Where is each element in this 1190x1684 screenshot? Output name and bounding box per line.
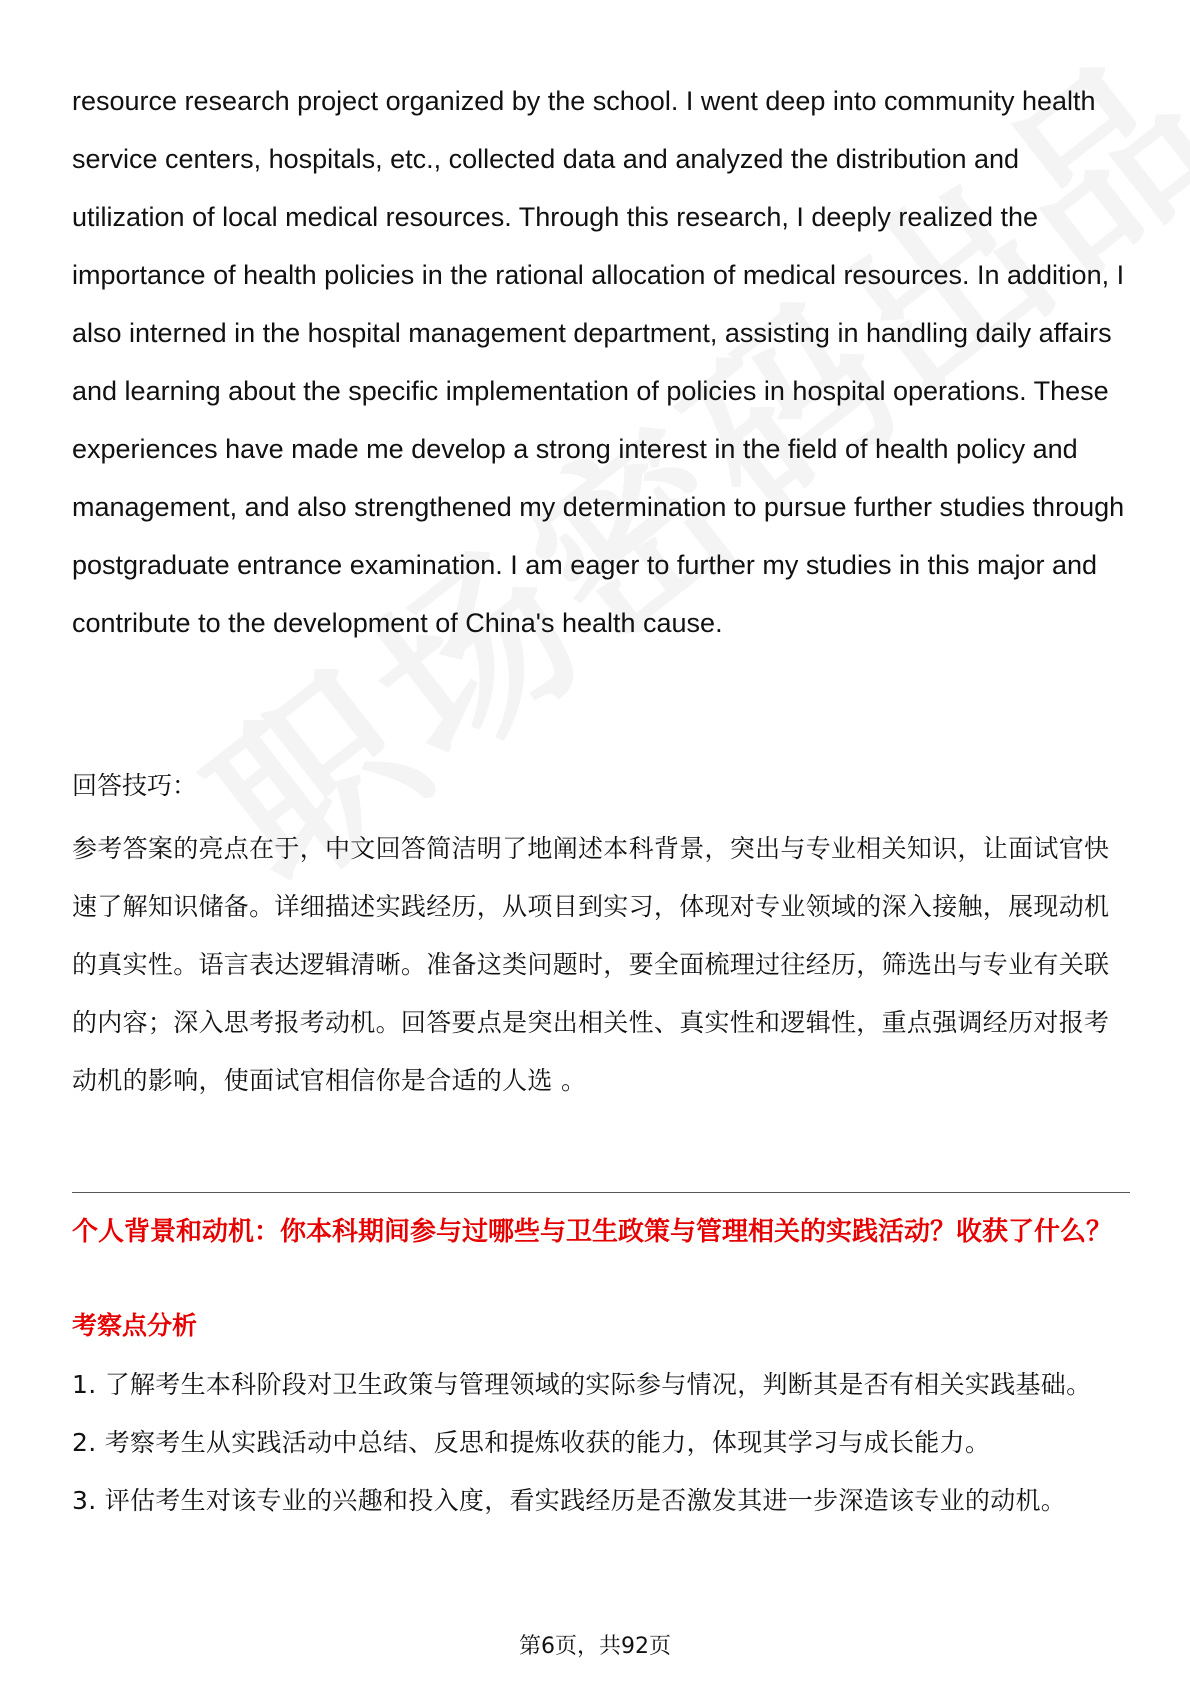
analysis-point: 1. 了解考生本科阶段对卫生政策与管理领域的实际参与情况，判断其是否有相关实践基础。 xyxy=(72,1370,1092,1399)
tips-paragraph: 参考答案的亮点在于，中文回答简洁明了地阐述本科背景，突出与专业相关知识，让面试官快速了解知识储备。详细描述实践经历，从项目到实习，体现对专业领域的深入接触，展现动机的真实性。语言表达逻辑清晰。准备这类问题时，要全面梳理过往经历，筛选出与专业有关联的内容；深入思考报考动机。回答要点是突出相关性、真实性和逻辑性，重点强调经历对报考动机的影响，使面试官相信你是合适的人选 。 xyxy=(72,834,1110,1095)
analysis-heading: 考察点分析 xyxy=(72,1311,198,1340)
analysis-point: 2. 考察考生从实践活动中总结、反思和提炼收获的能力，体现其学习与成长能力。 xyxy=(72,1428,991,1457)
tips-heading: 回答技巧： xyxy=(72,771,198,800)
analysis-point: 3. 评估考生对该专业的兴趣和投入度，看实践经历是否激发其进一步深造该专业的动机。 xyxy=(72,1486,1067,1515)
page-number: 第6页，共92页 xyxy=(519,1634,671,1659)
analysis-points-list xyxy=(72,1356,1132,1530)
question-heading: 个人背景和动机：你本科期间参与过哪些与卫生政策与管理相关的实践活动？收获了什么？ xyxy=(72,1217,1113,1247)
answer-english-paragraph: resource research project organized by the school. I went deep into community health service centers, hospitals, etc., collected data and analyzed the distribution and utilization of local medical resources. Through this research, I deeply realized the importance of health policies in the rational allocation of medical resources. In addition, I also interned in the hospital management department, assisting in handling daily affairs and learning about the specific implementation of policies in hospital operations. These experiences have made me develop a strong interest in the field of health policy and management, and also strengthened my determination to pursue further studies through postgraduate entrance examination. I am eager to further my studies in this major and contribute to the development of China's health cause. xyxy=(72,86,1125,638)
section-divider xyxy=(72,1192,1130,1193)
